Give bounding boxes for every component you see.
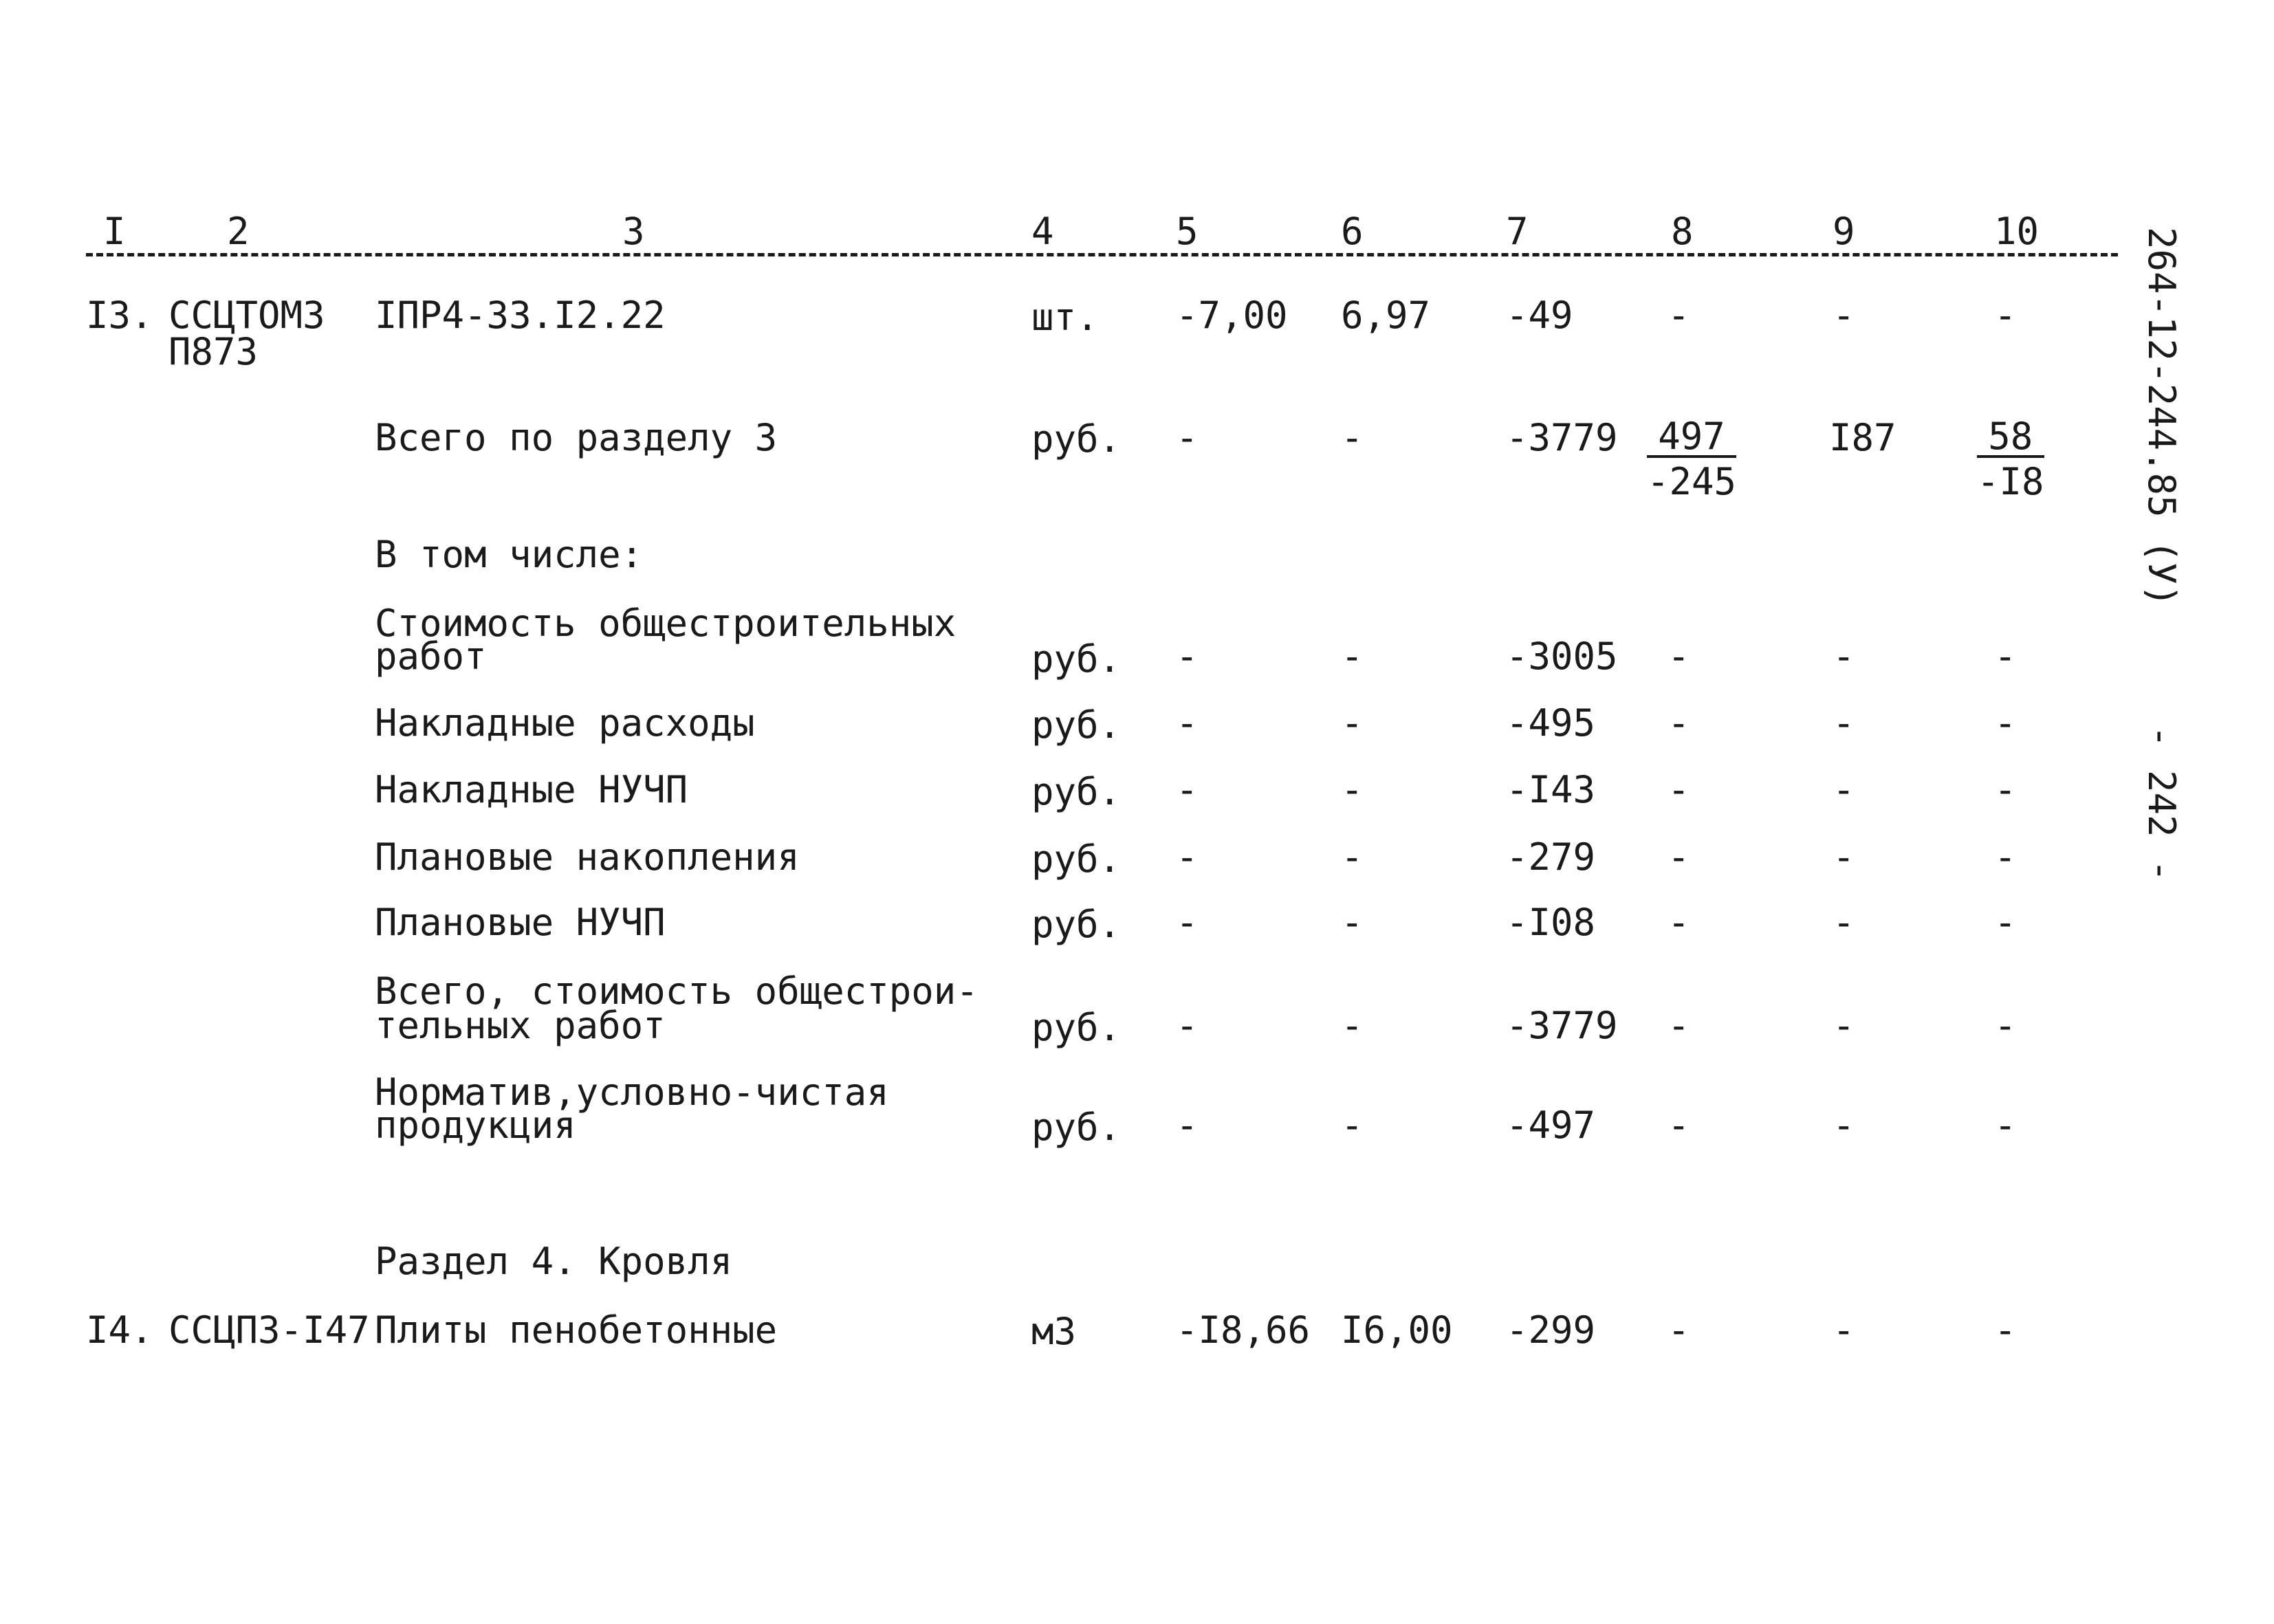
total-c8-fraction	[1647, 415, 1737, 503]
item-label: Накладные расходы	[375, 701, 755, 745]
item-c6: -	[1341, 835, 1364, 879]
item-c9: -	[1833, 635, 1855, 678]
item-unit: руб.	[1031, 770, 1122, 813]
item-c10: -	[1994, 1004, 2017, 1047]
item-unit: руб.	[1031, 1106, 1122, 1149]
item-c9: -	[1833, 901, 1855, 944]
item-c5: -	[1176, 701, 1199, 745]
total-c9: I87	[1829, 416, 1896, 459]
col-header-10: 10	[1994, 210, 2040, 253]
item-c5: -	[1176, 835, 1199, 879]
row-c9: -	[1833, 1308, 1855, 1352]
total-c7: -3779	[1506, 416, 1618, 459]
item-label: Плановые накопления	[375, 835, 800, 879]
row-c10: -	[1994, 294, 2017, 337]
col-header-1: I	[103, 210, 126, 253]
item-c9: -	[1833, 835, 1855, 879]
total-c10-fraction	[1977, 415, 2044, 503]
item-c9: -	[1833, 1104, 1855, 1147]
item-c8: -	[1668, 901, 1690, 944]
item-c8: -	[1668, 701, 1690, 745]
col-header-6: 6	[1341, 210, 1364, 253]
item-c10: -	[1994, 835, 2017, 879]
row-name: IПР4-33.I2.22	[375, 294, 666, 337]
col-header-5: 5	[1176, 210, 1199, 253]
row-c6: I6,00	[1341, 1308, 1453, 1352]
fraction-numerator: 497	[1647, 418, 1736, 458]
row-name: Плиты пенобетонные	[375, 1308, 778, 1352]
item-label-cont: тельных работ	[375, 1004, 666, 1047]
item-c5: -	[1176, 1104, 1199, 1147]
item-label-cont: работ	[375, 635, 487, 678]
col-header-8: 8	[1671, 210, 1694, 253]
item-c7: -I08	[1506, 901, 1596, 944]
item-c5: -	[1176, 1004, 1199, 1047]
row-c7: -299	[1506, 1308, 1596, 1352]
item-c8: -	[1668, 1104, 1690, 1147]
item-unit: руб.	[1031, 637, 1122, 681]
col-header-4: 4	[1031, 210, 1054, 253]
row-c5: -I8,66	[1176, 1308, 1311, 1352]
row-code: ССЦП3-I47	[168, 1308, 370, 1352]
col-header-9: 9	[1833, 210, 1855, 253]
section-heading: Раздел 4. Кровля	[375, 1240, 733, 1283]
item-unit: руб.	[1031, 903, 1122, 946]
item-label-cont: продукция	[375, 1104, 576, 1147]
item-c7: -3005	[1506, 635, 1618, 678]
row-code: ССЦТОМ3	[168, 294, 325, 337]
row-c7: -49	[1506, 294, 1573, 337]
row-c9: -	[1833, 294, 1855, 337]
item-c10: -	[1994, 635, 2017, 678]
item-c6: -	[1341, 768, 1364, 811]
row-unit: шт.	[1031, 296, 1099, 339]
header-divider	[86, 253, 2118, 256]
item-c7: -3779	[1506, 1004, 1618, 1047]
row-c6: 6,97	[1341, 294, 1431, 337]
item-label: Плановые НУЧП	[375, 901, 666, 944]
row-c8: -	[1668, 1308, 1690, 1352]
item-c6: -	[1341, 635, 1364, 678]
total-unit: руб.	[1031, 417, 1122, 461]
col-header-3: 3	[622, 210, 645, 253]
item-unit: руб.	[1031, 837, 1122, 881]
total-c6: -	[1341, 416, 1364, 459]
col-header-7: 7	[1506, 210, 1529, 253]
item-c8: -	[1668, 1004, 1690, 1047]
item-c9: -	[1833, 1004, 1855, 1047]
item-c5: -	[1176, 901, 1199, 944]
total-label: Всего по разделу 3	[375, 416, 778, 459]
item-label: Стоимость общестроительных	[375, 602, 956, 645]
total-c5: -	[1176, 416, 1199, 459]
including-label: В том числе:	[375, 533, 644, 576]
item-c8: -	[1668, 768, 1690, 811]
page-number: - 242 -	[2140, 725, 2183, 882]
item-label: Накладные НУЧП	[375, 768, 688, 811]
row-c10: -	[1994, 1308, 2017, 1352]
item-c7: -495	[1506, 701, 1596, 745]
item-c8: -	[1668, 635, 1690, 678]
item-c7: -497	[1506, 1104, 1596, 1147]
row-c8: -	[1668, 294, 1690, 337]
item-unit: руб.	[1031, 703, 1122, 747]
fraction-denominator: -I8	[1977, 460, 2044, 503]
fraction-numerator: 58	[1977, 418, 2044, 458]
item-c9: -	[1833, 701, 1855, 745]
fraction-denominator: -245	[1647, 460, 1737, 503]
item-label: Всего, стоимость общестрои-	[375, 969, 979, 1013]
row-unit: м3	[1031, 1310, 1077, 1353]
item-c6: -	[1341, 1004, 1364, 1047]
document-code: 264-12-244.85 (У)	[2140, 227, 2183, 607]
item-c6: -	[1341, 701, 1364, 745]
item-label: Норматив,условно-чистая	[375, 1071, 889, 1114]
item-unit: руб.	[1031, 1006, 1122, 1049]
item-c6: -	[1341, 1104, 1364, 1147]
col-header-2: 2	[227, 210, 250, 253]
item-c10: -	[1994, 1104, 2017, 1147]
row-number: I4.	[86, 1308, 153, 1352]
item-c5: -	[1176, 635, 1199, 678]
item-c7: -I43	[1506, 768, 1596, 811]
item-c5: -	[1176, 768, 1199, 811]
row-c5: -7,00	[1176, 294, 1288, 337]
item-c8: -	[1668, 835, 1690, 879]
item-c10: -	[1994, 768, 2017, 811]
item-c10: -	[1994, 901, 2017, 944]
item-c9: -	[1833, 768, 1855, 811]
item-c7: -279	[1506, 835, 1596, 879]
item-c6: -	[1341, 901, 1364, 944]
row-code-cont: П873	[168, 330, 259, 373]
item-c10: -	[1994, 701, 2017, 745]
row-number: I3.	[86, 294, 153, 337]
